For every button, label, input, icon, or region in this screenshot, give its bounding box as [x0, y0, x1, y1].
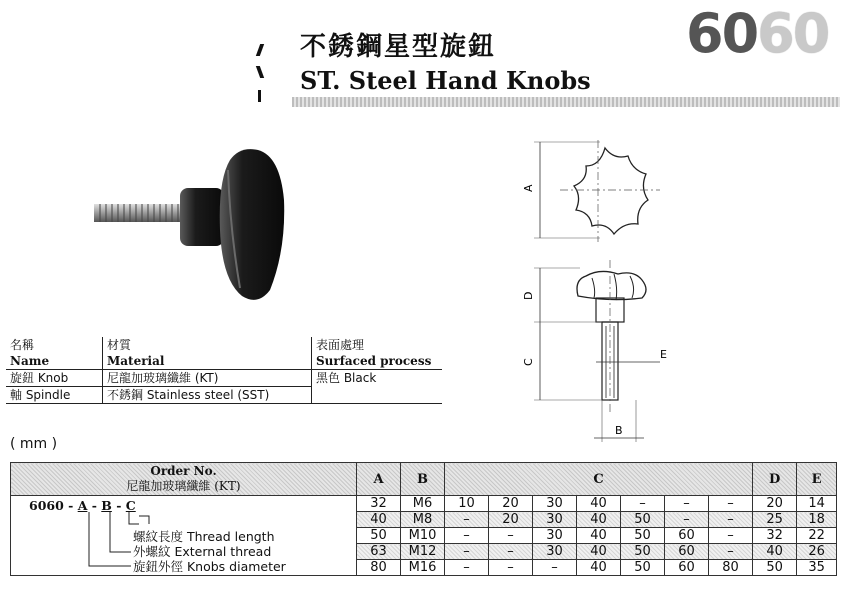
header-material-zh: 材質 [103, 337, 312, 353]
header-name-en: Name [6, 353, 103, 370]
model-number [686, 2, 828, 65]
cell-e: 18 [797, 512, 837, 528]
cell-c: – [489, 528, 533, 544]
dimension-label-d: D [522, 291, 535, 300]
col-header-a: A [357, 463, 401, 496]
cell-c: – [709, 528, 753, 544]
cell-c: – [709, 512, 753, 528]
cell-c: – [489, 560, 533, 576]
title-english: ST. Steel Hand Knobs [300, 66, 591, 95]
order-code-cell [11, 496, 357, 576]
row-knob-material: 尼龍加玻璃纖維 (KT) [103, 370, 312, 387]
row-spindle-material: 不銹鋼 Stainless steel (SST) [103, 387, 312, 404]
cell-c: 30 [533, 544, 577, 560]
cell-c: 40 [577, 496, 621, 512]
order-no-header [11, 463, 357, 496]
product-photo [80, 140, 300, 310]
cell-c: – [445, 544, 489, 560]
order-no-label: Order No. [150, 464, 217, 478]
cell-e: 22 [797, 528, 837, 544]
cell-d: 50 [753, 560, 797, 576]
knob-hub [180, 188, 224, 246]
cell-d: 32 [753, 528, 797, 544]
col-header-d: D [753, 463, 797, 496]
cell-a: 40 [357, 512, 401, 528]
cell-d: 25 [753, 512, 797, 528]
legend-thread-length: 螺紋長度 Thread length [133, 529, 275, 544]
cell-c: 40 [577, 544, 621, 560]
cell-c: – [665, 496, 709, 512]
legend-external-thread: 外螺紋 External thread [133, 544, 272, 559]
header-process-zh: 表面處理 [312, 337, 443, 353]
cell-c: – [621, 496, 665, 512]
col-header-c: C [445, 463, 753, 496]
code-prefix: 6060 - [29, 498, 78, 513]
row-process: 黑色 Black [312, 370, 443, 404]
cell-c: – [665, 512, 709, 528]
order-code: 6060 - A - B - C [29, 498, 136, 513]
margin-mark-bottom [258, 90, 261, 102]
dimension-label-b: B [615, 424, 623, 437]
cell-b: M12 [401, 544, 445, 560]
margin-mark-top [256, 44, 264, 56]
model-number-part-1: 60 [686, 2, 758, 65]
cell-c: – [445, 512, 489, 528]
cell-a: 80 [357, 560, 401, 576]
cell-d: 40 [753, 544, 797, 560]
cell-b: M8 [401, 512, 445, 528]
code-c: C [125, 498, 136, 513]
cell-c: 60 [665, 544, 709, 560]
knob-head [220, 149, 285, 300]
legend-knob-diameter: 旋鈕外徑 Knobs diameter [133, 559, 286, 574]
dimension-label-e: E [660, 348, 667, 361]
col-header-e: E [797, 463, 837, 496]
header-name-zh: 名稱 [10, 338, 35, 352]
order-no-material: 尼龍加玻璃纖維 (KT) [126, 479, 241, 493]
cell-c: 30 [533, 528, 577, 544]
cell-b: M10 [401, 528, 445, 544]
cell-c: 40 [577, 528, 621, 544]
cell-c: 10 [445, 496, 489, 512]
cell-c: 30 [533, 512, 577, 528]
cell-a: 32 [357, 496, 401, 512]
cell-c: 20 [489, 496, 533, 512]
model-number-part-2: 60 [757, 2, 829, 65]
cell-a: 63 [357, 544, 401, 560]
cell-c: – [709, 544, 753, 560]
order-table [10, 462, 837, 576]
knob-top-view [574, 148, 648, 234]
cell-c: 20 [489, 512, 533, 528]
cell-c: 40 [577, 560, 621, 576]
cell-c: 40 [577, 512, 621, 528]
title-underline-bar [292, 97, 840, 107]
cell-e: 26 [797, 544, 837, 560]
technical-drawing [510, 130, 700, 445]
cell-c: – [445, 560, 489, 576]
cell-c: 30 [533, 496, 577, 512]
cell-c: – [489, 544, 533, 560]
cell-c: 60 [665, 528, 709, 544]
code-a: A [77, 498, 88, 513]
margin-mark-mid [256, 66, 264, 78]
cell-c: – [445, 528, 489, 544]
cell-c: 50 [621, 560, 665, 576]
cell-c: 50 [621, 512, 665, 528]
cell-d: 20 [753, 496, 797, 512]
cell-c: 80 [709, 560, 753, 576]
cell-c: – [533, 560, 577, 576]
col-header-b: B [401, 463, 445, 496]
header-material-en: Material [103, 353, 312, 370]
material-table [6, 337, 442, 404]
cell-e: 14 [797, 496, 837, 512]
header-process-en: Surfaced process [312, 353, 443, 370]
spindle-thread [94, 204, 184, 222]
title-chinese: 不銹鋼星型旋鈕 [300, 32, 497, 62]
row-spindle-name: 軸 Spindle [6, 387, 103, 404]
cell-b: M16 [401, 560, 445, 576]
code-b: B [101, 498, 112, 513]
cell-c: 50 [621, 528, 665, 544]
cell-c: – [709, 496, 753, 512]
cell-a: 50 [357, 528, 401, 544]
cell-b: M6 [401, 496, 445, 512]
dimension-label-a: A [522, 184, 535, 192]
cell-c: 60 [665, 560, 709, 576]
table-row [11, 496, 837, 512]
unit-label: ( mm ) [10, 436, 58, 452]
cell-c: 50 [621, 544, 665, 560]
dimension-label-c: C [522, 358, 535, 366]
cell-e: 35 [797, 560, 837, 576]
row-knob-name: 旋鈕 Knob [6, 370, 103, 387]
knob-side-view [577, 271, 646, 299]
order-table-header [11, 463, 837, 496]
